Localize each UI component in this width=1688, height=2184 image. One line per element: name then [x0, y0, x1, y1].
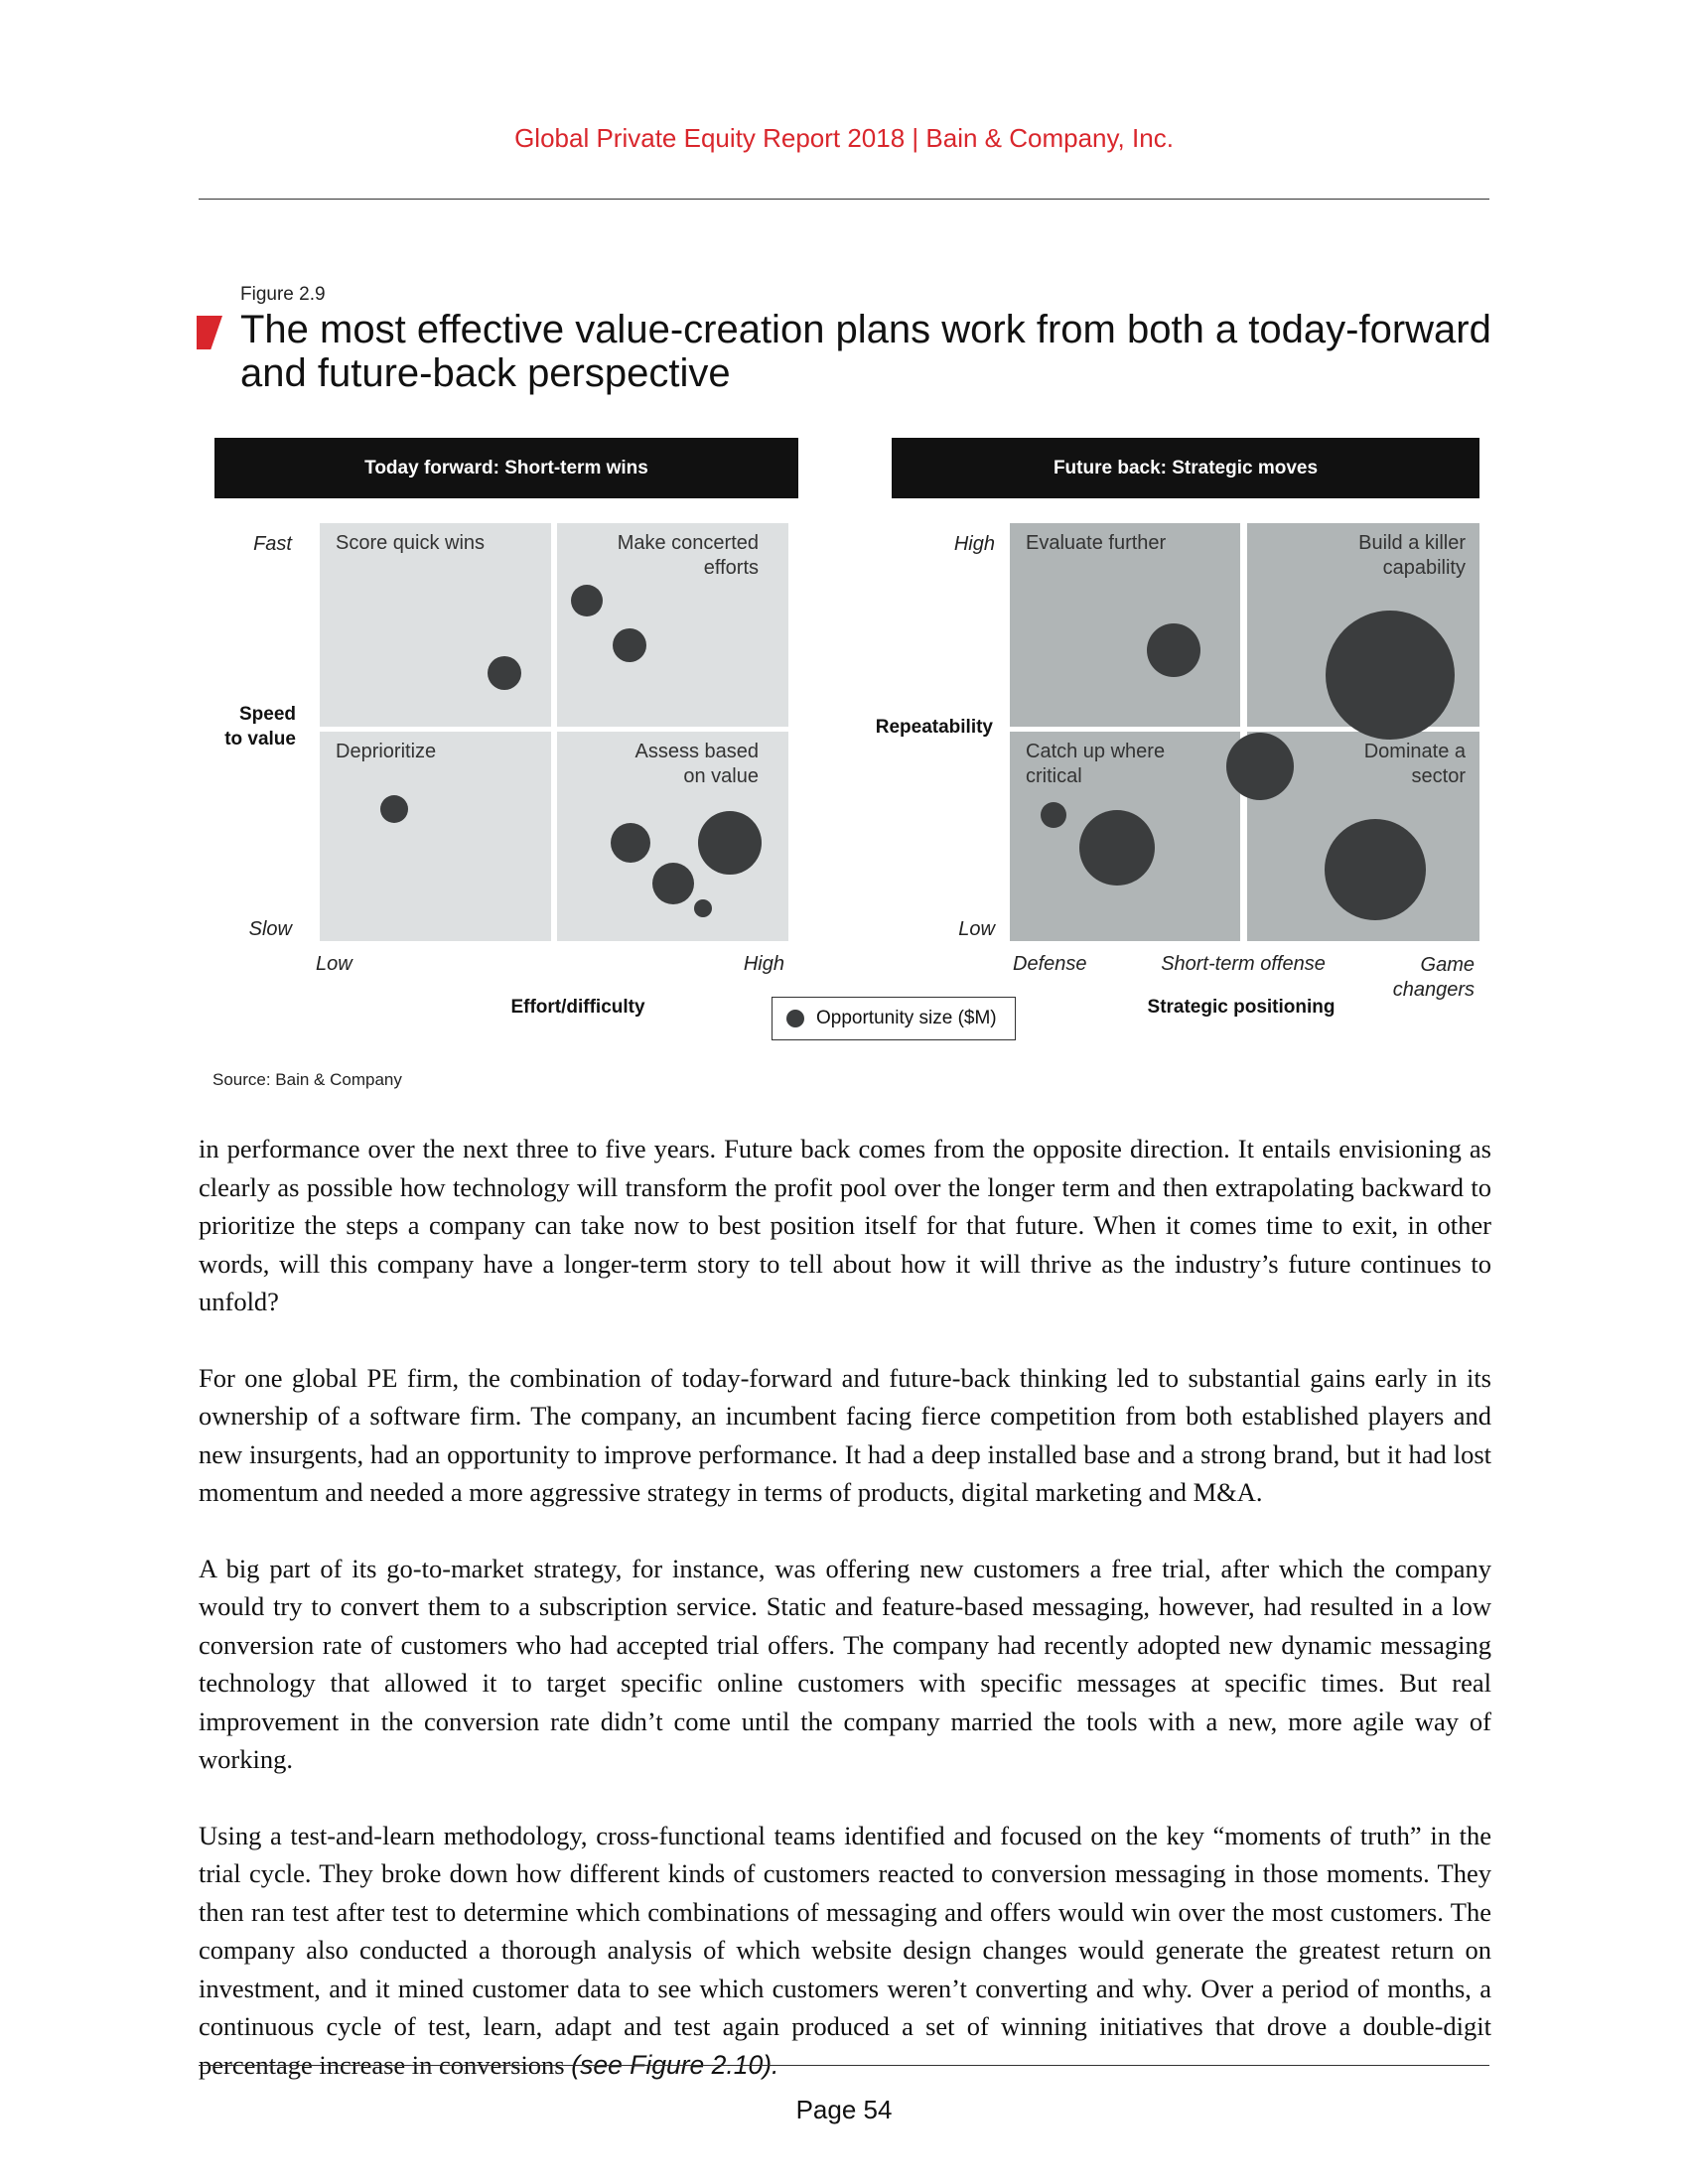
opportunity-bubble — [694, 899, 712, 917]
quadrant-evaluate-further — [1010, 523, 1240, 727]
opportunity-bubble — [1147, 623, 1200, 677]
x-axis-right-label: Game changers — [1392, 954, 1475, 1001]
x-axis-right-label: High — [743, 953, 784, 975]
opportunity-bubble — [380, 795, 408, 823]
title-marker-icon — [197, 316, 222, 349]
body-text — [199, 1130, 1491, 2121]
quadrant-label: Score quick wins — [336, 532, 486, 554]
opportunity-bubble — [613, 628, 646, 662]
opportunity-bubble — [571, 585, 603, 616]
x-axis-title: Effort/difficulty — [510, 997, 645, 1018]
x-axis-title: Strategic positioning — [1147, 997, 1336, 1018]
legend-label: Opportunity size ($M) — [816, 1008, 997, 1028]
header-rule — [199, 199, 1489, 200]
y-axis-title: Repeatability — [875, 717, 993, 738]
figure-reference: (see Figure 2.10). — [571, 2049, 779, 2080]
y-axis-top-label: High — [953, 533, 995, 555]
opportunity-bubble — [611, 823, 650, 863]
report-header: Global Private Equity Report 2018 | Bain & Company, Inc. — [514, 123, 1174, 153]
opportunity-bubble — [652, 863, 694, 904]
paragraph-text: Using a test-and-learn methodology, cross-functional teams identified and focused on the key “moments of truth” in the trial cycle. They broke down how different kinds of customers reacted to conversion messaging in those moments. They then ran test after test to determine which combinations of messaging and offers would win over the most customers. The company also conducted a thorough analysis of which website design changes would generate the greatest return on investment, and it mined customer data to see which customers weren’t converting and why. Over a period of months, a continuous cycle of test, learn, adapt and test again produced a set of winning initiatives that drove a double-digit percentage increase in conversions — [199, 1820, 1491, 2080]
figure-title: The most effective value-creation plans work from both a today-forward and future-back perspective — [240, 308, 1491, 395]
footer-rule — [199, 2065, 1489, 2066]
quadrant-label: Catch up where critical — [1026, 741, 1166, 787]
figure-source: Source: Bain & Company — [212, 1070, 402, 1089]
legend-bubble-icon — [786, 1010, 804, 1027]
paragraph: For one global PE firm, the combination of today-forward and future-back thinking led to substantial gains early in its ownership of a software firm. The company, an incumbent facing fierce competition from both established players and new insurgents, had an opportunity to improve performance. It had a deep installed base and a strong brand, but it had lost momentum and needed a more aggressive strategy in terms of products, digital marketing and M&A. — [199, 1362, 1491, 1507]
quadrant-label: Assess based on value — [634, 741, 759, 787]
legend — [772, 997, 1016, 1040]
quadrant-label: Dominate a sector — [1363, 741, 1466, 787]
left-panel-header: Today forward: Short-term wins — [214, 438, 798, 498]
quadrant-score-quick-wins — [320, 523, 551, 727]
opportunity-bubble — [698, 811, 762, 875]
x-axis-left-label: Defense — [1013, 953, 1087, 975]
opportunity-bubble — [1326, 611, 1455, 740]
quadrant-label: Deprioritize — [336, 741, 437, 762]
y-axis-bottom-label: Slow — [248, 918, 292, 940]
opportunity-bubble — [1226, 733, 1294, 800]
opportunity-bubble — [1325, 819, 1426, 920]
quadrant-label: Make concerted efforts — [617, 532, 759, 579]
opportunity-bubble — [1041, 802, 1066, 828]
page-number: Page 54 — [795, 2095, 893, 2124]
right-panel-header: Future back: Strategic moves — [892, 438, 1479, 498]
quadrant-label: Build a killer capability — [1358, 532, 1466, 579]
y-axis-bottom-label: Low — [958, 918, 995, 940]
quadrant-make-concerted-efforts — [557, 523, 788, 727]
figure-label: Figure 2.9 — [240, 284, 326, 305]
quadrant-deprioritize — [320, 732, 551, 941]
paragraph — [199, 1817, 1491, 2085]
x-axis-mid-label: Short-term offense — [1161, 953, 1326, 975]
paragraph: in performance over the next three to five years. Future back comes from the opposite direction. It entails envisioning as clearly as possible how technology will transform the profit pool over the longer term and then extrapolating backward to prioritize the steps a company can take now to best position itself for that future. When it comes time to exit, in other words, will this company have a longer-term story to tell about how it will thrive as the industry’s future continues to unfold? — [199, 1134, 1491, 1316]
y-axis-top-label: Fast — [253, 533, 292, 555]
x-axis-left-label: Low — [316, 953, 352, 975]
y-axis-title: Speed to value — [224, 704, 296, 750]
paragraph: A big part of its go-to-market strategy, for instance, was offering new customers a free trial, after which the company would try to convert them to a subscription service. Static and feature-based messaging, however, had resulted in a low conversion rate of customers who had accepted trial offers. The company had recently adopted new dynamic messaging technology that allowed it to target specific online customers with specific messages at specific times. But real improvement in the conversion rate didn’t come until the company married the tools with a new, more agile way of working. — [199, 1553, 1491, 1774]
opportunity-bubble — [1079, 810, 1155, 886]
opportunity-bubble — [488, 656, 521, 690]
quadrant-label: Evaluate further — [1026, 532, 1167, 554]
